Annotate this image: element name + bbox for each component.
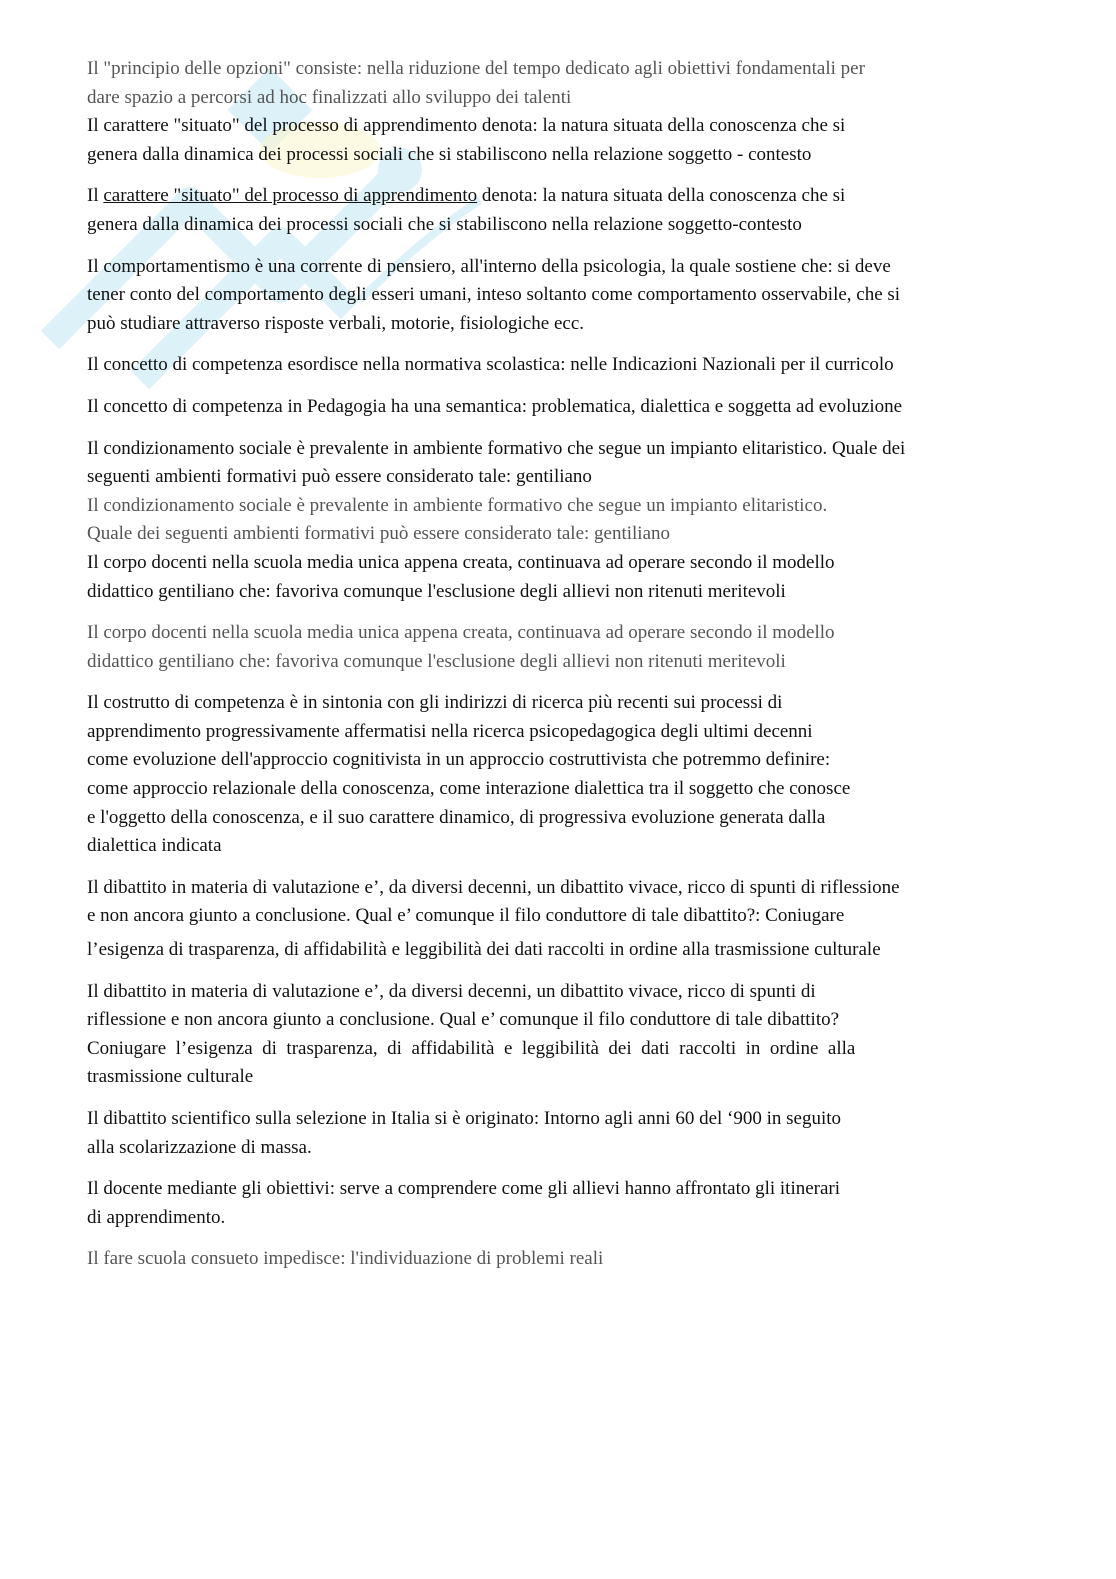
paragraph-fare-scuola	[87, 1245, 1022, 1274]
line: Il "principio delle opzioni" consiste: nella riduzione del tempo dedicato agli obiettivi fondamentali per	[87, 58, 865, 79]
line: come approccio relazionale della conoscenza, come interazione dialettica tra il soggetto che conosce	[87, 778, 851, 800]
paragraph-carattere-situato-2	[87, 182, 1022, 239]
line: può studiare attraverso risposte verbali, motorie, fisiologiche ecc.	[87, 312, 585, 334]
line: genera dalla dinamica dei processi sociali che si stabiliscono nella relazione soggetto - contesto	[87, 143, 812, 165]
document-page	[87, 55, 1022, 1274]
line: trasmissione culturale	[87, 1066, 254, 1088]
line: e l'oggetto della conoscenza, e il suo carattere dinamico, di progressiva evoluzione generata dalla	[87, 806, 826, 828]
line: Il comportamentismo è una corrente di pensiero, all'interno della psicologia, la quale sostiene che: si deve	[87, 255, 891, 277]
paragraph-condizionamento-sociale	[87, 435, 1022, 492]
line: l’esigenza di trasparenza, di affidabilità e leggibilità dei dati raccolti in ordine alla trasmissione culturale	[87, 939, 881, 961]
line: genera dalla dinamica dei processi sociali che si stabiliscono nella relazione soggetto-contesto	[87, 213, 802, 235]
line: di apprendimento.	[87, 1206, 226, 1228]
line: seguenti ambienti formativi può essere considerato tale: gentiliano	[87, 466, 592, 488]
paragraph-docente-obiettivi	[87, 1175, 1022, 1232]
line: riflessione e non ancora giunto a conclusione. Qual e’ comunque il filo conduttore di tale dibattito?	[87, 1009, 840, 1031]
line: Quale dei seguenti ambienti formativi può essere considerato tale: gentiliano	[87, 523, 671, 545]
line: Il dibattito in materia di valutazione e’, da diversi decenni, un dibattito vivace, ricco di spunti di riflessione	[87, 876, 900, 898]
line: Il carattere "situato" del processo di apprendimento denota: la natura situata della conoscenza che si	[87, 115, 846, 137]
line: e non ancora giunto a conclusione. Qual e’ comunque il filo conduttore di tale dibattito?: Coniugare	[87, 905, 845, 927]
line: didattico gentiliano che: favoriva comunque l'esclusione degli allievi non ritenuti meritevoli	[87, 650, 786, 672]
line: tener conto del comportamento degli esseri umani, inteso soltanto come comportamento osservabile, che si	[87, 284, 901, 306]
line: Il dibattito scientifico sulla selezione in Italia si è originato: Intorno agli anni 60 del ‘900 in seguito	[87, 1108, 842, 1129]
line: Il concetto di competenza esordisce nella normativa scolastica: nelle Indicazioni Nazionali per il curricolo	[87, 354, 894, 376]
paragraph-corpo-docenti	[87, 549, 1022, 606]
line: Il condizionamento sociale è prevalente in ambiente formativo che segue un impianto elitaristico.	[87, 494, 828, 516]
line: come evoluzione dell'approccio cognitivista in un approccio costruttivista che potremmo definire:	[87, 749, 831, 771]
paragraph-competenza-pedagogia	[87, 393, 1022, 422]
line: Il corpo docenti nella scuola media unica appena creata, continuava ad operare secondo il modello	[87, 551, 835, 573]
line: Il corpo docenti nella scuola media unica appena creata, continuava ad operare secondo il modello	[87, 622, 835, 644]
paragraph-competenza-normativa	[87, 351, 1022, 380]
line-rest: denota: la natura situata della conoscenza che si	[477, 185, 846, 207]
line: didattico gentiliano che: favoriva comunque l'esclusione degli allievi non ritenuti meritevoli	[87, 580, 786, 602]
paragraph-dibattito-valutazione	[87, 874, 1022, 965]
line: dare spazio a percorsi ad hoc finalizzati allo sviluppo dei talenti	[87, 86, 572, 108]
underlined-term: carattere "situato" del processo di apprendimento	[103, 185, 478, 207]
line: Il docente mediante gli obiettivi: serve a comprendere come gli allievi hanno affrontato gli itinerari	[87, 1178, 841, 1200]
line: Il costrutto di competenza è in sintonia con gli indirizzi di ricerca più recenti sui processi di	[87, 692, 783, 714]
paragraph-corpo-docenti-2	[87, 619, 1022, 676]
paragraph-principio-opzioni	[87, 55, 1022, 112]
paragraph-dibattito-valutazione-2	[87, 978, 947, 1092]
paragraph-comportamentismo	[87, 253, 1022, 339]
line: Il fare scuola consueto impedisce: l'individuazione di problemi reali	[87, 1248, 604, 1270]
line: Coniugare l’esigenza di trasparenza, di affidabilità e leggibilità dei dati raccolti in ordine alla	[87, 1037, 856, 1059]
line: apprendimento progressivamente affermatisi nella ricerca psicopedagogica degli ultimi decenni	[87, 720, 813, 742]
line: dialettica indicata	[87, 835, 222, 857]
paragraph-carattere-situato	[87, 112, 1022, 169]
line: Il concetto di competenza in Pedagogia ha una semantica: problematica, dialettica e soggetta ad evoluzione	[87, 395, 903, 417]
paragraph-condizionamento-sociale-2	[87, 492, 1022, 549]
line: Il condizionamento sociale è prevalente in ambiente formativo che segue un impianto elitaristico. Quale dei	[87, 437, 906, 459]
paragraph-costrutto-competenza	[87, 689, 947, 861]
line-prefix: Il	[87, 185, 104, 207]
paragraph-dibattito-selezione	[87, 1105, 1022, 1162]
line: Il dibattito in materia di valutazione e’, da diversi decenni, un dibattito vivace, ricco di spunti di	[87, 980, 816, 1002]
line: alla scolarizzazione di massa.	[87, 1136, 312, 1158]
